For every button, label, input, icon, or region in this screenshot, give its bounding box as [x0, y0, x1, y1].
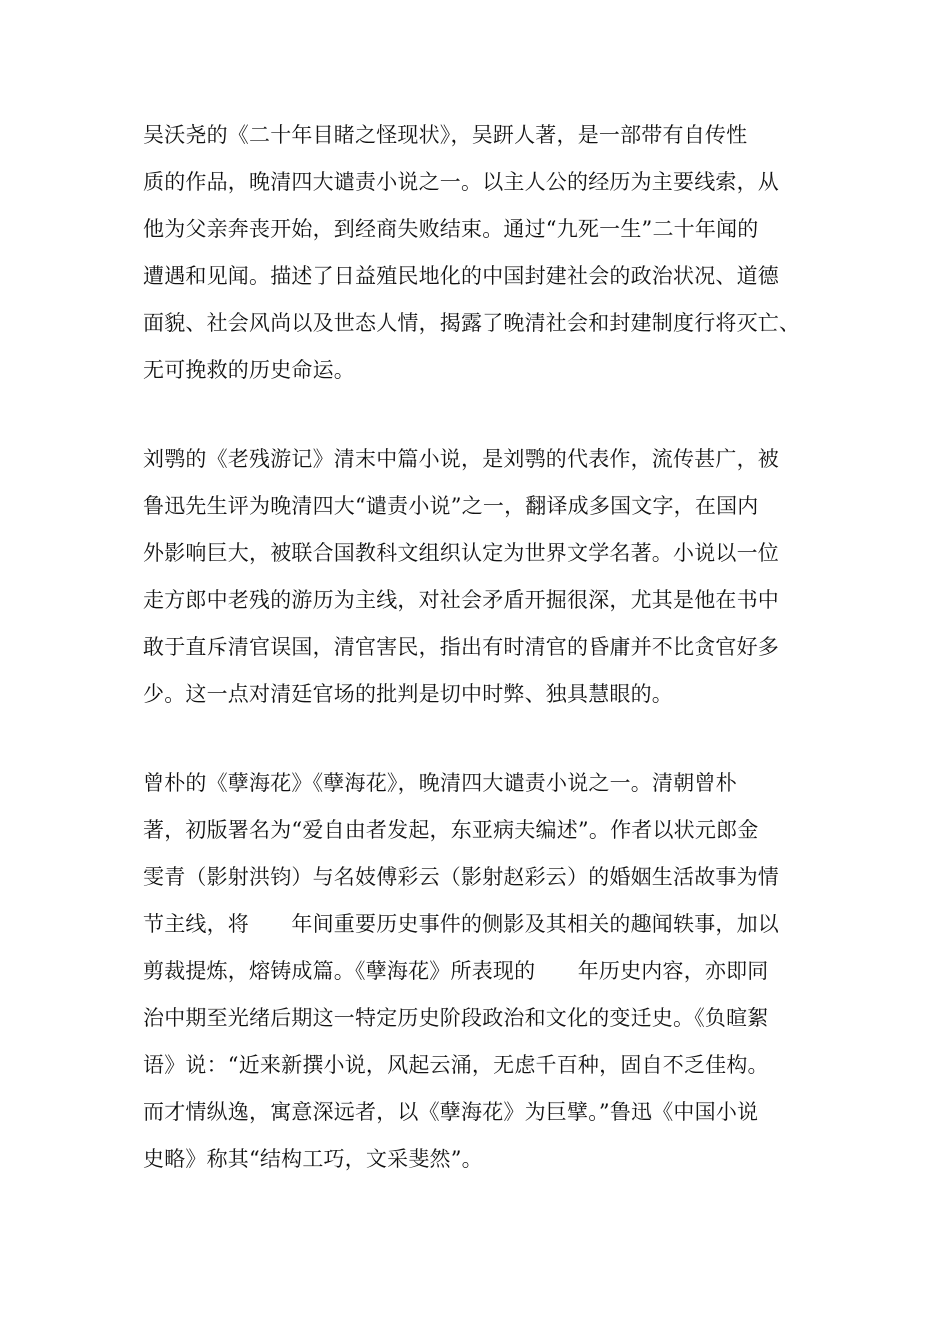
text-line: 而才情纵逸，寓意深远者，以《孽海花》为巨擘。”鲁迅《中国小说	[143, 1100, 759, 1124]
text-line: 无可挽救的历史命运。	[143, 358, 355, 382]
paragraph-liu-e	[143, 436, 823, 718]
text-line: 刘鹗的《老残游记》清末中篇小说，是刘鹗的代表作，流传甚广，被	[143, 447, 779, 471]
text-line: 面貌、社会风尚以及世态人情，揭露了晚清社会和封建制度行将灭亡、	[143, 311, 801, 335]
text-line: 剪裁提炼，熔铸成篇。《孽海花》所表现的 年历史内容，亦即同	[143, 959, 769, 983]
text-line: 吴沃尧的《二十年目睹之怪现状》，吴趼人著，是一部带有自传性	[143, 123, 748, 147]
text-line: 走方郎中老残的游历为主线，对社会矛盾开掘很深，尤其是他在书中	[143, 588, 779, 612]
text-line: 少。这一点对清廷官场的批判是切中时弊、独具慧眼的。	[143, 682, 673, 706]
text-line: 节主线，将 年间重要历史事件的侧影及其相关的趣闻轶事，加以	[143, 912, 779, 936]
text-line: 语》说：“近来新撰小说，风起云涌，无虑千百种，固自不乏佳构。	[143, 1053, 769, 1077]
text-line: 雯青（影射洪钧）与名妓傅彩云（影射赵彩云）的婚姻生活故事为情	[143, 865, 779, 889]
text-line: 史略》称其“结构工巧，文采斐然”。	[143, 1147, 483, 1171]
paragraph-wu-woyao	[143, 112, 823, 394]
text-line: 曾朴的《孽海花》《孽海花》，晚清四大谴责小说之一。清朝曾朴	[143, 771, 737, 795]
text-line: 敢于直斥清官误国，清官害民，指出有时清官的昏庸并不比贪官好多	[143, 635, 779, 659]
text-line: 著，初版署名为“爱自由者发起，东亚病夫编述”。作者以状元郎金	[143, 818, 759, 842]
text-line: 他为父亲奔丧开始，到经商失败结束。通过“九死一生”二十年闻的	[143, 217, 759, 241]
text-line: 鲁迅先生评为晚清四大“谴责小说”之一，翻译成多国文字，在国内	[143, 494, 759, 518]
text-line: 遭遇和见闻。描述了日益殖民地化的中国封建社会的政治状况、道德	[143, 264, 779, 288]
paragraph-zeng-pu	[143, 760, 823, 1183]
text-line: 外影响巨大，被联合国教科文组织认定为世界文学名著。小说以一位	[143, 541, 779, 565]
text-line: 治中期至光绪后期这一特定历史阶段政治和文化的变迁史。《负暄絮	[143, 1006, 769, 1030]
text-line: 质的作品，晚清四大谴责小说之一。以主人公的经历为主要线索，从	[143, 170, 779, 194]
